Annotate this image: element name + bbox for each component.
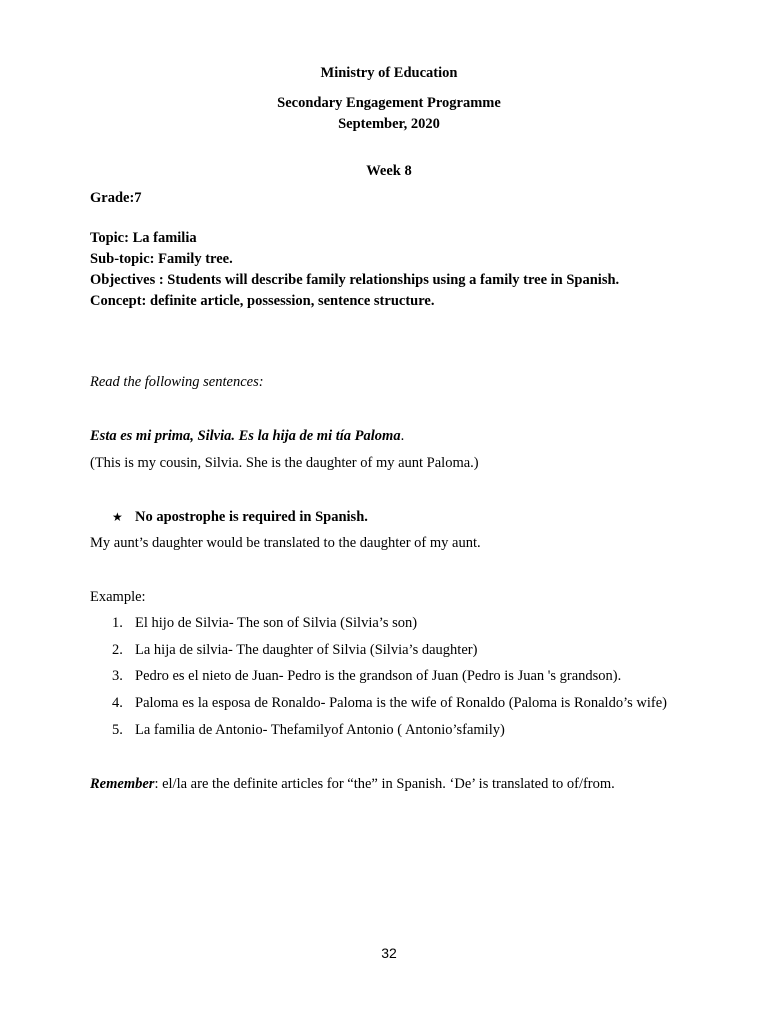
remember-note	[90, 776, 615, 793]
example-text: Paloma es la esposa de Ronaldo- Paloma is the wife of Ronaldo (Paloma is Ronaldo’s wife)	[135, 695, 667, 711]
star-bullet-icon: ★	[112, 510, 123, 524]
programme-heading: Secondary Engagement Programme	[277, 95, 501, 111]
instruction-text: Read the following sentences:	[90, 374, 264, 390]
example-number: 5.	[112, 722, 123, 738]
spanish-sentence-text: Esta es mi prima, Silvia. Es la hija de mi tía Paloma	[90, 428, 401, 444]
spanish-sentence-period: .	[400, 428, 405, 444]
week-heading: Week 8	[366, 163, 412, 179]
example-item	[0, 722, 768, 742]
date-heading: September, 2020	[338, 116, 440, 132]
example-item	[0, 642, 768, 662]
example-number: 1.	[112, 615, 123, 631]
example-text: La hija de silvia- The daughter of Silvia (Silvia’s daughter)	[135, 642, 478, 658]
aunt-sentence: My aunt’s daughter would be translated to the daughter of my aunt.	[90, 535, 481, 551]
subtopic-line: Sub-topic: Family tree.	[90, 251, 233, 267]
ministry-heading: Ministry of Education	[320, 65, 458, 81]
grade-line: Grade:7	[90, 190, 142, 206]
example-text: Pedro es el nieto de Juan- Pedro is the grandson of Juan (Pedro is Juan 's grandson).	[135, 668, 622, 684]
remember-label: Remember	[90, 776, 155, 792]
spanish-sentence	[90, 428, 404, 445]
example-item	[0, 668, 768, 688]
example-item	[0, 615, 768, 635]
example-label: Example:	[90, 589, 146, 605]
bullet-note	[0, 509, 768, 529]
example-number: 2.	[112, 642, 123, 658]
example-number: 4.	[112, 695, 123, 711]
page-number: 32	[381, 945, 397, 961]
concept-line: Concept: definite article, possession, sentence structure.	[90, 293, 435, 309]
example-item	[0, 695, 768, 715]
example-text: La familia de Antonio- Thefamilyof Antonio ( Antonio’sfamily)	[135, 722, 505, 738]
example-text: El hijo de Silvia- The son of Silvia (Silvia’s son)	[135, 615, 418, 631]
topic-line: Topic: La familia	[90, 230, 197, 246]
translation-text: (This is my cousin, Silvia. She is the daughter of my aunt Paloma.)	[90, 455, 479, 471]
example-number: 3.	[112, 668, 123, 684]
objectives-line: Objectives : Students will describe family relationships using a family tree in Spanish.	[90, 272, 620, 288]
bullet-note-text: No apostrophe is required in Spanish.	[135, 509, 368, 525]
remember-text: : el/la are the definite articles for “the” in Spanish. ‘De’ is translated to of/from.	[154, 776, 615, 792]
